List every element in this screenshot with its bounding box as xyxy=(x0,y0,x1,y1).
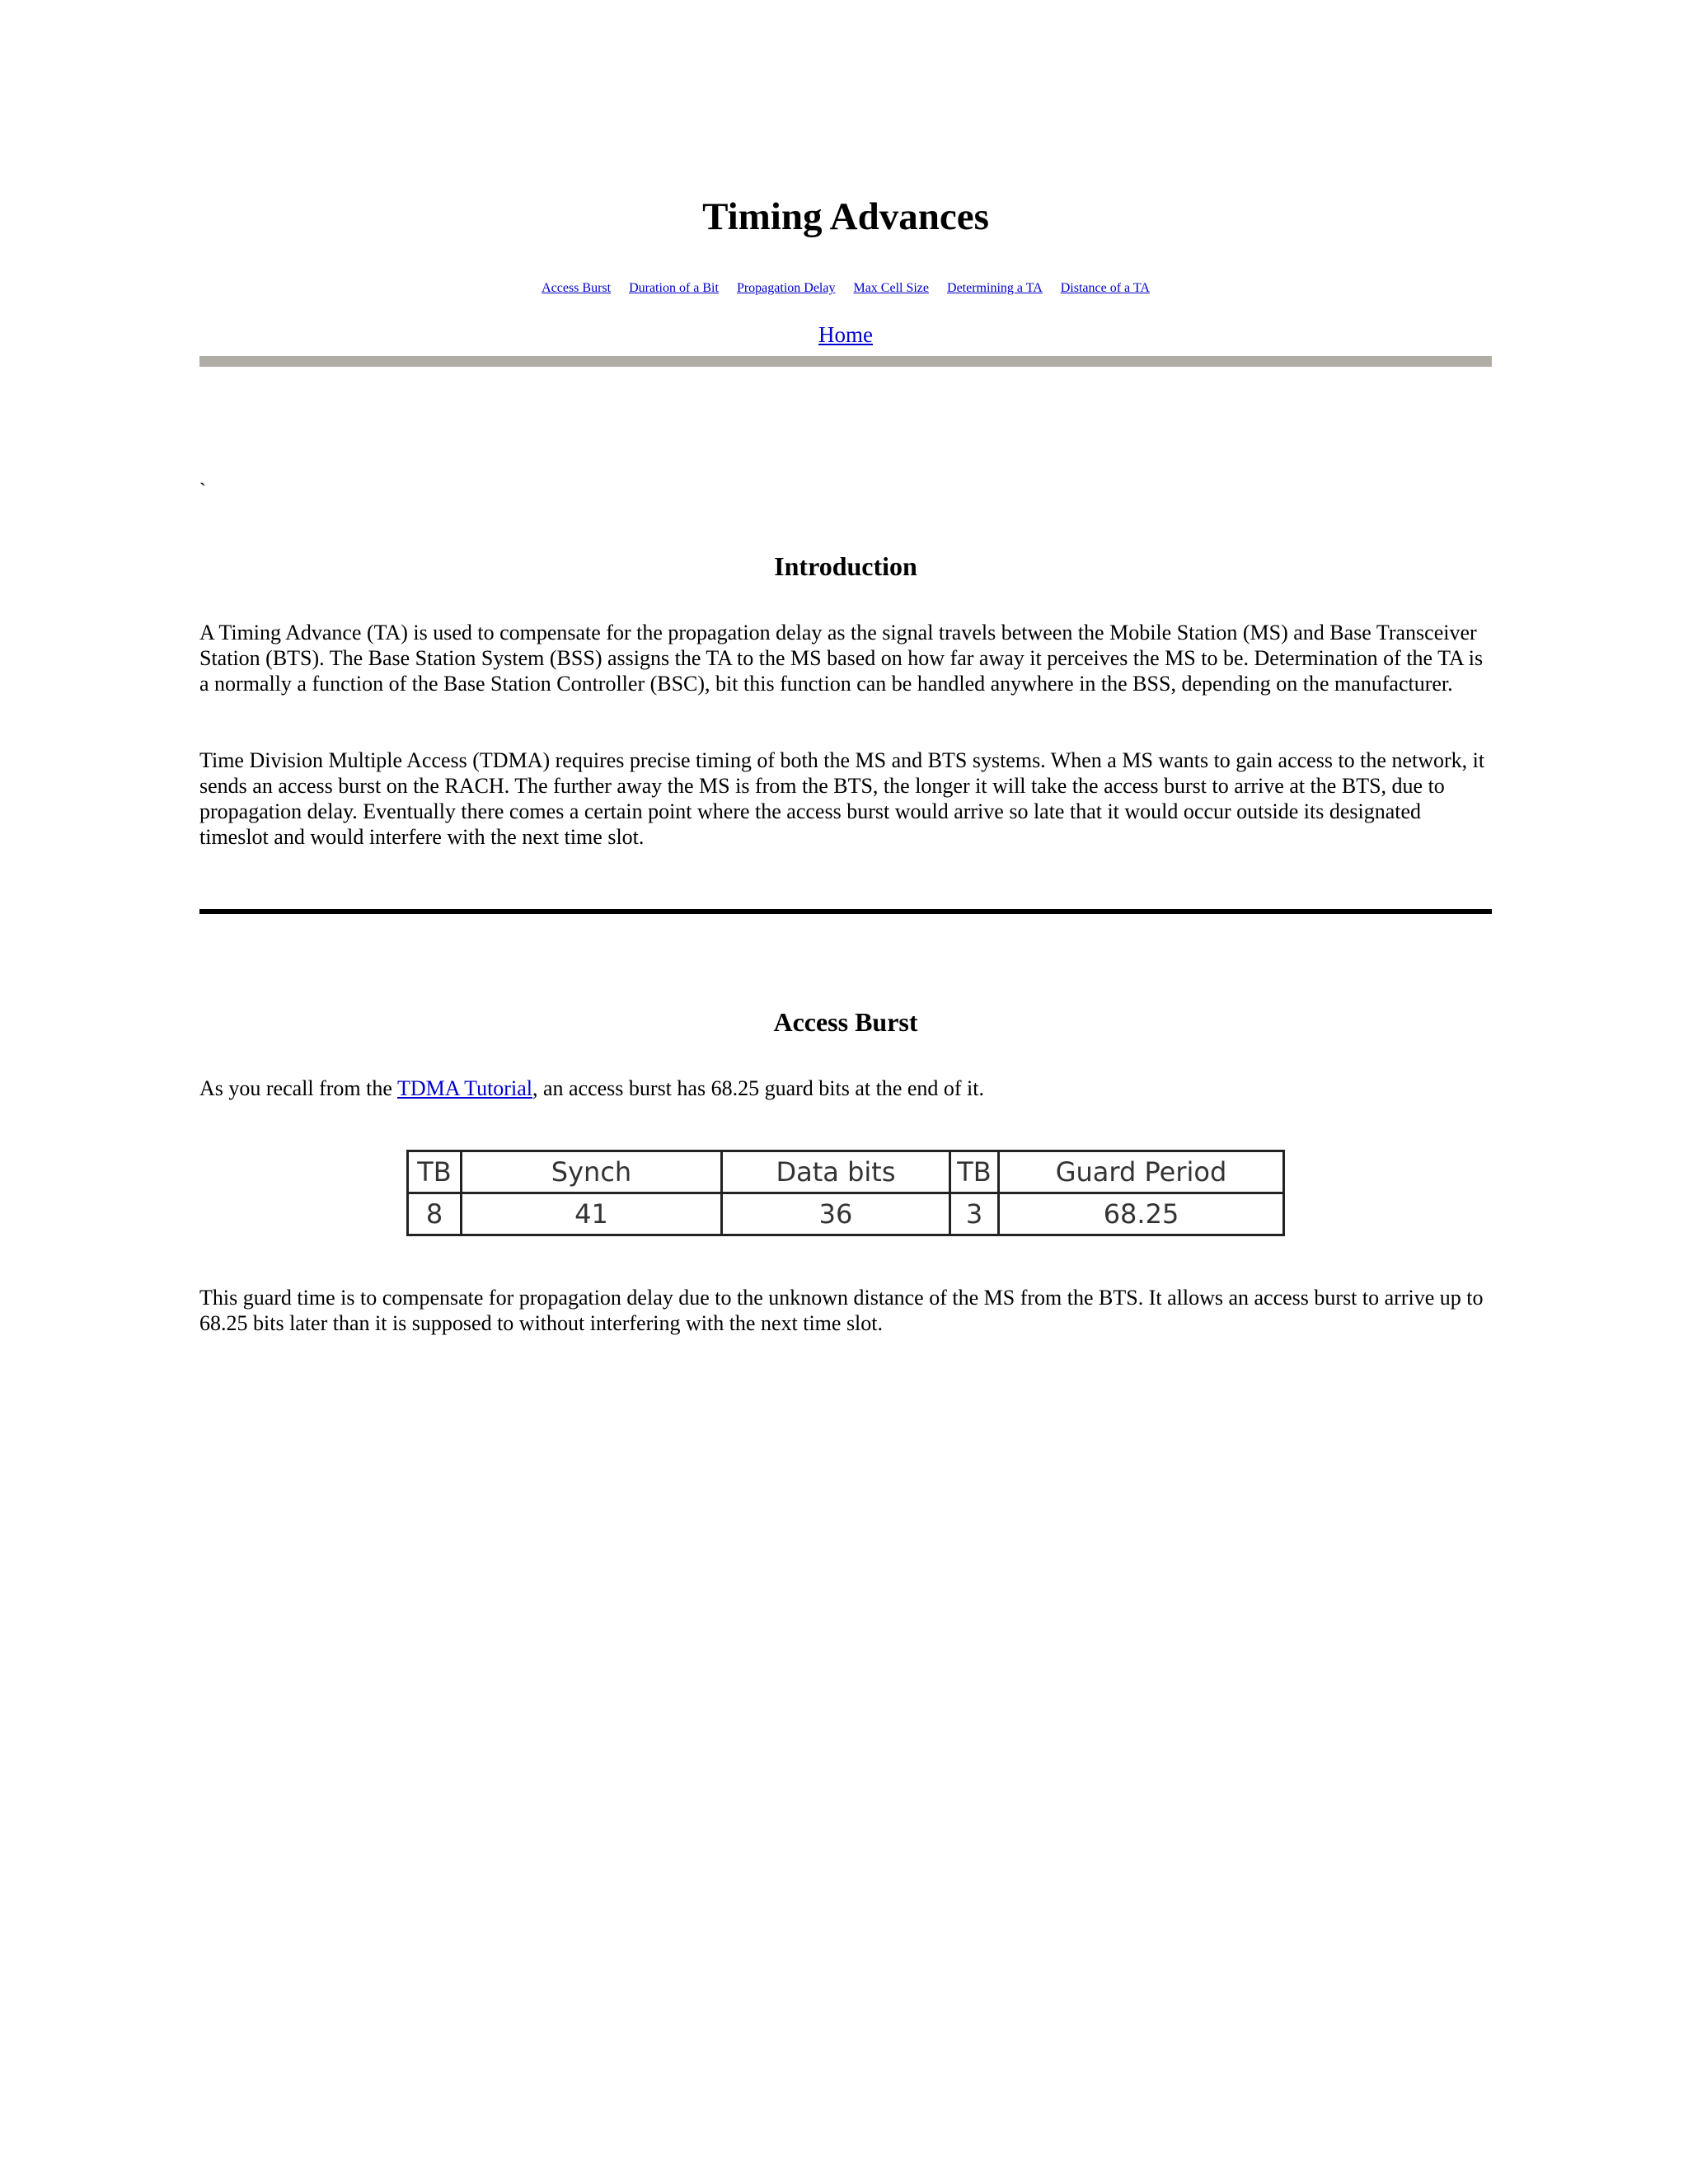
nav-link-determining-a-ta[interactable]: Determining a TA xyxy=(947,281,1043,295)
table-cell: 68.25 xyxy=(999,1193,1284,1235)
access-burst-intro-before: As you recall from the xyxy=(199,1076,397,1100)
section-nav xyxy=(199,280,1492,297)
nav-link-max-cell-size[interactable]: Max Cell Size xyxy=(853,281,930,295)
access-burst-intro xyxy=(199,1076,1492,1101)
nav-link-access-burst[interactable]: Access Burst xyxy=(542,281,612,295)
stray-mark: ` xyxy=(199,480,206,502)
nav-link-propagation-delay[interactable]: Propagation Delay xyxy=(736,281,836,295)
table-cell: 3 xyxy=(950,1193,999,1235)
access-burst-table xyxy=(406,1150,1285,1236)
nav-link-duration-of-a-bit[interactable]: Duration of a Bit xyxy=(629,281,719,295)
home-link-container xyxy=(199,321,1492,348)
home-link[interactable]: Home xyxy=(818,322,873,347)
table-cell: 41 xyxy=(462,1193,722,1235)
header-divider xyxy=(199,356,1492,367)
introduction-heading: Introduction xyxy=(774,551,917,581)
table-header-cell: Synch xyxy=(462,1151,722,1193)
table-header-cell: TB xyxy=(408,1151,462,1193)
access-burst-paragraph: This guard time is to compensate for propagation delay due to the unknown distance of the MS from the BTS. It allows an access burst to arrive up to 68.25 bits later than it is supposed to without interfering with the next time slot. xyxy=(199,1286,1484,1335)
introduction-paragraph-2: Time Division Multiple Access (TDMA) requires precise timing of both the MS and BTS systems. When a MS wants to gain access to the network, it sends an access burst on the RACH. The further away the MS is from the BTS, the longer it will take the access burst to arrive at the BTS, due to propagation delay. Eventually there comes a certain point where the access burst would arrive so late that it would occur outside its designated timeslot and would interfere with the next time slot. xyxy=(199,748,1485,849)
table-header-cell: Data bits xyxy=(722,1151,950,1193)
table-cell: 36 xyxy=(722,1193,950,1235)
table-row xyxy=(408,1193,1284,1235)
table-header-cell: TB xyxy=(950,1151,999,1193)
nav-link-distance-of-a-ta[interactable]: Distance of a TA xyxy=(1060,281,1150,295)
table-cell: 8 xyxy=(408,1193,462,1235)
page-title: Timing Advances xyxy=(702,195,989,238)
table-header-cell: Guard Period xyxy=(999,1151,1284,1193)
access-burst-intro-after: , an access burst has 68.25 guard bits at the end of it. xyxy=(532,1076,984,1100)
section-divider xyxy=(199,909,1492,914)
tdma-tutorial-link[interactable]: TDMA Tutorial xyxy=(396,1076,532,1100)
introduction-paragraph-1: A Timing Advance (TA) is used to compensate for the propagation delay as the signal travels between the Mobile Station (MS) and Base Transceiver Station (BTS). The Base Station System (BSS) assigns the TA to the MS based on how far away it perceives the MS to be. Determination of the TA is a normally a function of the Base Station Controller (BSC), bit this function can be handled anywhere in the BSS, depending on the manufacturer. xyxy=(199,621,1484,696)
table-header-row xyxy=(408,1151,1284,1193)
access-burst-heading: Access Burst xyxy=(773,1007,918,1037)
